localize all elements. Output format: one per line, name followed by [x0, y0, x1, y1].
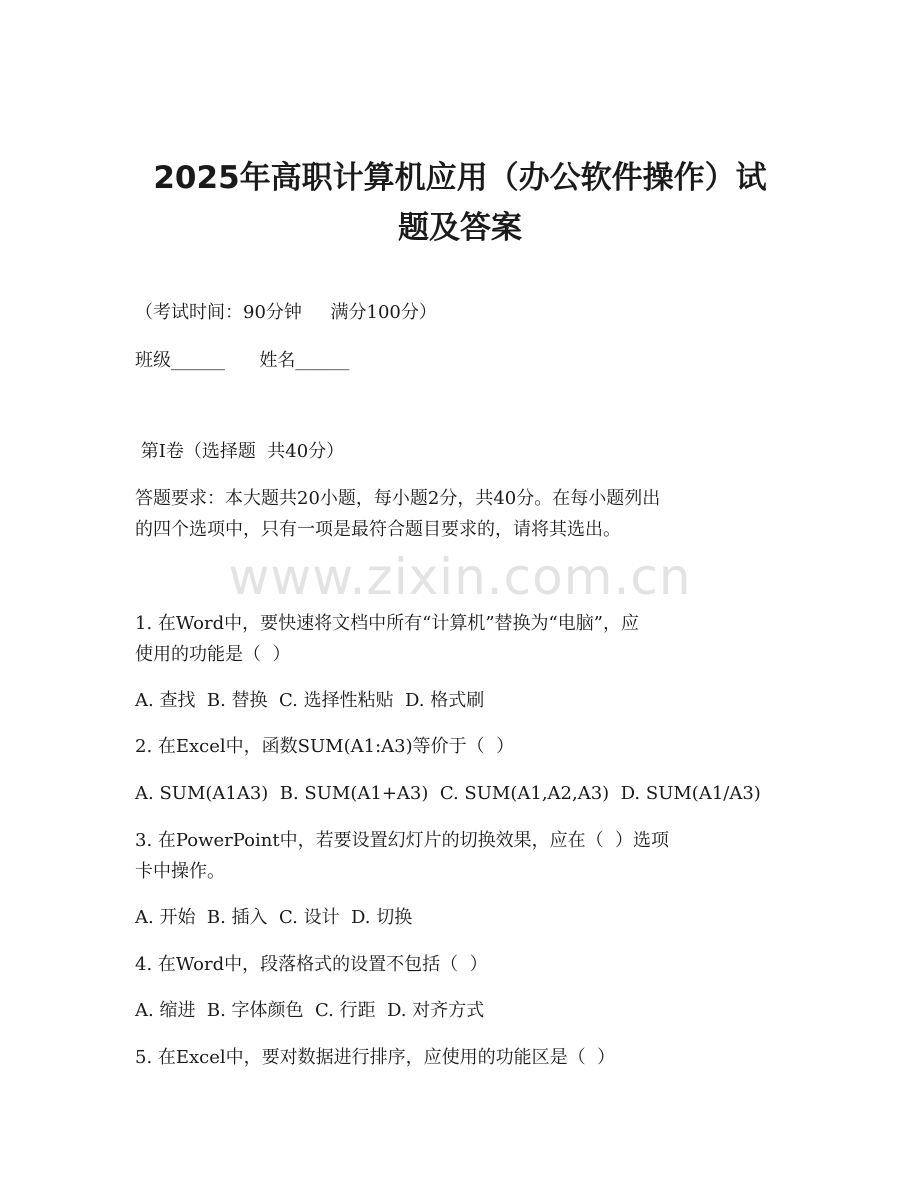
question-2-options: A. SUM(A1A3) B. SUM(A1+A3) C. SUM(A1,A2,A3) D. SUM(A1/A3) — [135, 783, 761, 804]
question-4-line-1: 4. 在Word中，段落格式的设置不包括（ ） — [135, 954, 488, 975]
question-1-line-2: 使用的功能是（ ） — [135, 644, 291, 665]
title-line-1: 2025年高职计算机应用（办公软件操作）试 — [153, 160, 767, 196]
document-title — [80, 153, 840, 253]
question-5-line-1: 5. 在Excel中，要对数据进行排序，应使用的功能区是（ ） — [135, 1047, 616, 1068]
instructions-line-2: 的四个选项中，只有一项是最符合题目要求的，请将其选出。 — [135, 519, 621, 540]
question-2-line-1: 2. 在Excel中，函数SUM(A1:A3)等价于（ ） — [135, 736, 515, 757]
section-title: 第I卷（选择题 共40分） — [135, 441, 345, 462]
title-line-2: 题及答案 — [398, 210, 522, 246]
class-name-line: 班级______ 姓名______ — [135, 350, 350, 371]
question-4-options: A. 缩进 B. 字体颜色 C. 行距 D. 对齐方式 — [135, 1000, 485, 1021]
watermark: www.zixin.com.cn — [228, 548, 692, 606]
question-1-line-1: 1. 在Word中，要快速将文档中所有“计算机”替换为“电脑”，应 — [135, 613, 639, 634]
question-3-line-1: 3. 在PowerPoint中，若要设置幻灯片的切换效果，应在（ ）选项 — [135, 830, 670, 851]
instructions-line-1: 答题要求：本大题共20小题，每小题2分，共40分。在每小题列出 — [135, 488, 661, 509]
question-3-options: A. 开始 B. 插入 C. 设计 D. 切换 — [135, 907, 413, 928]
question-1-options: A. 查找 B. 替换 C. 选择性粘贴 D. 格式刷 — [135, 690, 485, 711]
exam-info: （考试时间：90分钟 满分100分） — [135, 302, 437, 323]
question-3-line-2: 卡中操作。 — [135, 861, 225, 882]
